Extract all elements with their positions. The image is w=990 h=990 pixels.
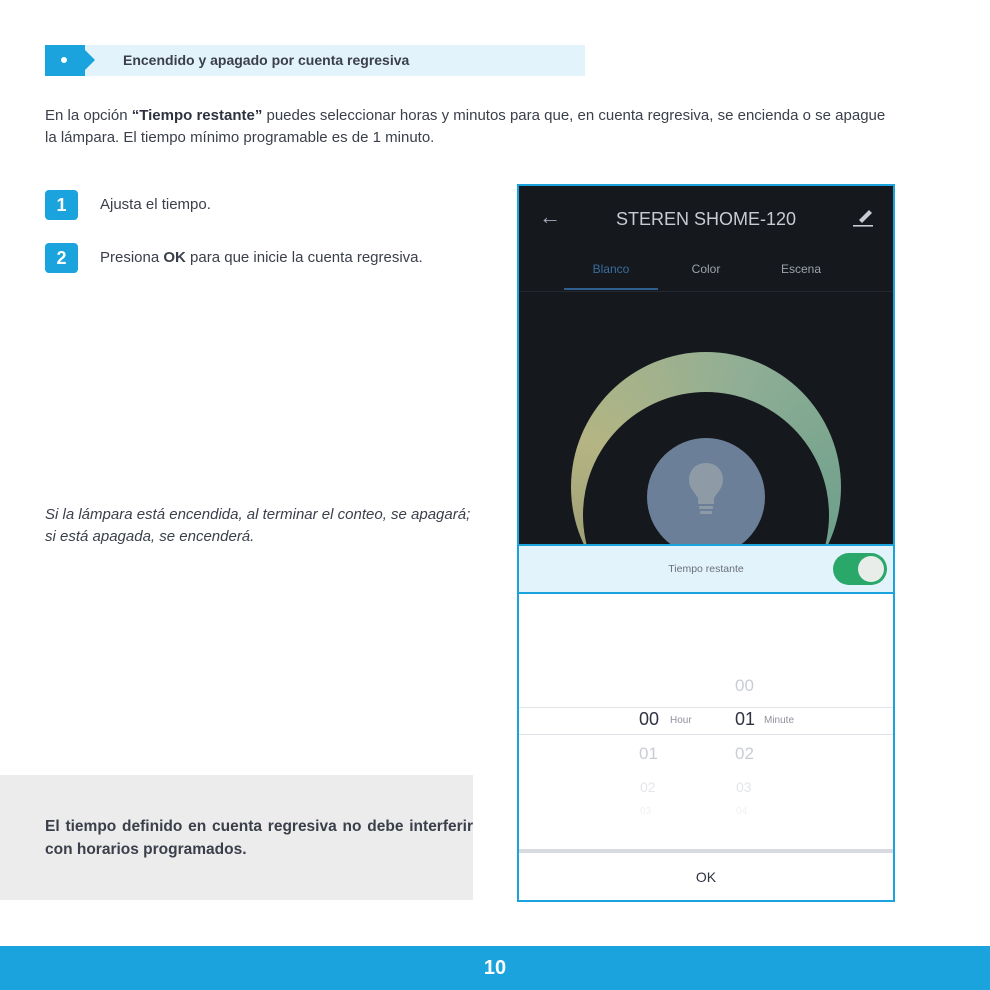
intro-bold: “Tiempo restante” <box>131 107 263 124</box>
minute-selected[interactable]: 01 <box>735 709 756 729</box>
warning-text: El tiempo definido en cuenta regresiva no debe interferir con horarios programados. <box>45 818 473 858</box>
app-header-area <box>519 186 893 544</box>
hour-below-2[interactable]: 02 <box>640 779 656 795</box>
hour-unit: Hour <box>670 715 692 726</box>
ok-button[interactable]: OK <box>695 869 717 885</box>
time-picker[interactable] <box>519 594 893 849</box>
section-header <box>45 45 585 76</box>
tab-color[interactable]: Color <box>691 262 721 276</box>
italic-note: Si la lámpara está encendida, al terminar el conteo, se apagará; si está apagada, se encenderá. <box>45 506 471 545</box>
step-bold: OK <box>163 249 186 266</box>
intro-suffix: puedes seleccionar horas y minutos para que, en cuenta regresiva, se encienda o se apague la lámpara. El tiempo mínimo programable es de 1 minuto. <box>45 107 886 146</box>
section-title: Encendido y apagado por cuenta regresiva <box>123 52 410 68</box>
edit-pencil-icon[interactable] <box>851 206 875 233</box>
minute-below-3[interactable]: 04 <box>736 806 748 817</box>
hour-below-1[interactable]: 01 <box>639 744 658 763</box>
lightbulb-icon <box>687 461 725 524</box>
intro-prefix: En la opción <box>45 107 132 124</box>
remaining-time-row <box>519 544 893 594</box>
step-text <box>100 247 475 268</box>
minute-below-1[interactable]: 02 <box>735 744 754 763</box>
page-footer <box>0 946 990 990</box>
minute-unit: Minute <box>764 715 795 726</box>
back-arrow-icon[interactable]: ← <box>539 204 561 229</box>
warning-box <box>0 775 473 900</box>
selection-line-top <box>519 707 893 708</box>
switch-knob <box>858 556 884 582</box>
hour-selected[interactable]: 00 <box>639 709 660 729</box>
step-number-badge: 2 <box>45 243 78 273</box>
active-tab-indicator <box>564 288 658 290</box>
minute-below-2[interactable]: 03 <box>736 779 752 795</box>
ok-bar <box>519 849 893 900</box>
step-text: Ajusta el tiempo. <box>100 196 211 213</box>
tab-bar <box>519 254 893 292</box>
section-bullet-icon <box>45 45 85 76</box>
phone-screenshot <box>517 184 895 902</box>
page-number: 10 <box>483 957 507 979</box>
tab-escena[interactable]: Escena <box>780 262 822 276</box>
selection-line-bottom <box>519 734 893 735</box>
device-title: STEREN SHOME-120 <box>615 209 797 229</box>
app-top-bar <box>519 186 893 254</box>
minute-above[interactable]: 00 <box>735 676 754 695</box>
hour-below-3[interactable]: 03 <box>640 806 652 817</box>
remaining-time-switch[interactable] <box>833 553 887 585</box>
tab-blanco[interactable]: Blanco <box>592 262 630 276</box>
toggle-label: Tiempo restante <box>668 563 744 575</box>
intro-paragraph <box>45 105 895 149</box>
step-prefix: Presiona <box>100 249 164 266</box>
step-number-badge: 1 <box>45 190 78 220</box>
step-suffix: para que inicie la cuenta regresiva. <box>185 249 423 266</box>
